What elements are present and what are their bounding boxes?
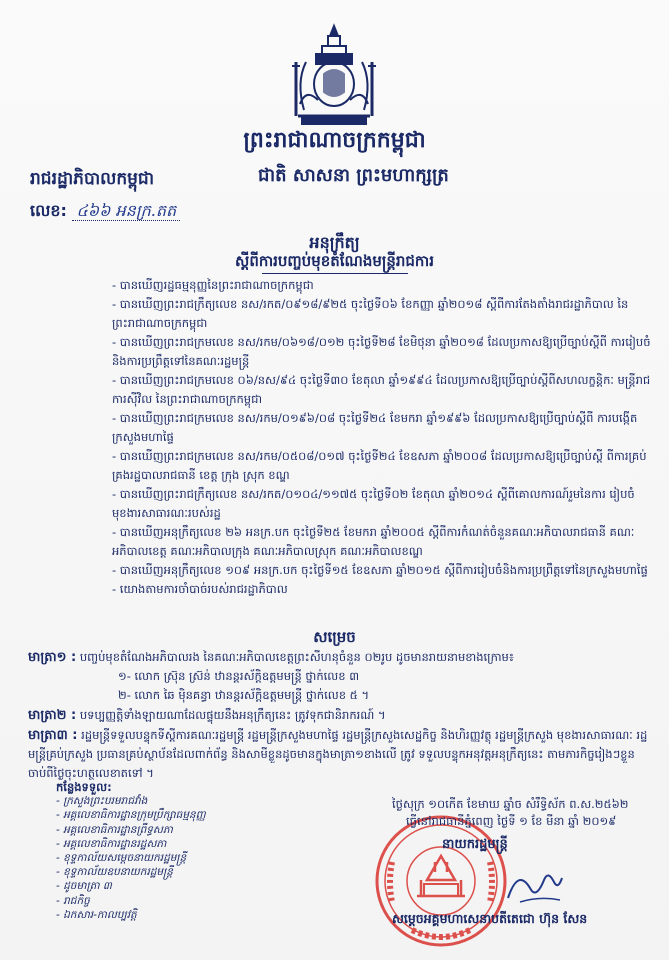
- reference-item: - បានឃើញព្រះរាជក្រមលេខ នស/រកម/០៥០៨/០១៧ ចុះថ្ងៃទី២៤ ខែឧសភា ឆ្នាំ២០០៨ ដែលប្រកាសឱ្យប្រើច្បាប់ស្តី ពីការគ្រប់គ្រងរដ្ឋបាលរាជធានី ខេត្ត ក្រុង ស្រុក ខណ្ឌ: [112, 449, 647, 482]
- person-item: ១- លោក ស្រ៊ុន ស្រ៊ន់ ឋានន្តរស័ក្តិឧត្តមមន្ត្រី ថ្នាក់លេខ ៣: [118, 669, 360, 683]
- royal-coat-of-arms-icon: [286, 22, 382, 126]
- national-motto: ជាតិ សាសនា ព្រះមហាក្សត្រ: [258, 165, 449, 186]
- article-text: រដ្ឋមន្ត្រីទទួលបន្ទុកទីស្តីការគណៈរដ្ឋមន្ត្រី រដ្ឋមន្ត្រីក្រសួងមហាផ្ទៃ រដ្ឋមន្ត្រីក្រសួងសេដ្ឋកិច្ច និងហិរញ្ញវត្ថុ រដ្ឋមន្ត្រីក្រសួង មុខងារសាធារណៈ រដ្ឋមន្ត្រីគ្រប់ក្រសួង ប្រធានគ្រប់ស្ថាប័នដែលពាក់ព័ន្ធ និងសាមីខ្លួនដូចមានក្នុងមាត្រា១ខាងលើ ត្រូវ ទទួលបន្ទុកអនុវត្តអនុក្រឹត្យនេះ តាមភារកិច្ចរៀងៗខ្លួន ចាប់ពីថ្ងៃចុះហត្ថលេខាតទៅ ។: [28, 728, 648, 780]
- government-label: រាជរដ្ឋាភិបាលកម្ពុជា: [30, 169, 155, 189]
- recipient-item: - ក្រសួងព្រះបរមរាជវាំង: [56, 795, 148, 808]
- recipient-item: - អគ្គលេខាធិការដ្ឋានព្រឹទ្ធសភា: [56, 823, 173, 836]
- document-number-label: លេខ:: [30, 201, 67, 220]
- recipients-list: [56, 780, 326, 922]
- recipient-item: - អគ្គលេខាធិការដ្ឋានក្រុមប្រឹក្សាធម្មនុញ្ញ: [56, 809, 206, 822]
- reference-item: - បានឃើញព្រះរាជក្រមលេខ នស/រកម/០៦១៨/០១២ ចុះថ្ងៃទី២៨ ខែមិថុនា ឆ្នាំ២០១៨ ដែលប្រកាសឱ្យប្រើច្បាប់ស្តីពី ការរៀបចំ និងការប្រព្រឹត្តទៅនៃគណៈរដ្ឋមន្ត្រី: [112, 335, 651, 368]
- references-list: [112, 276, 652, 599]
- reference-item: - បានឃើញព្រះរាជក្រមលេខ ០៦/នស/៩៤ ចុះថ្ងៃទី៣០ ខែតុលា ឆ្នាំ១៩៩៤ ដែលប្រកាសឱ្យប្រើច្បាប់ស្តីពីសហលក្ខន្តិកៈ មន្ត្រីរាជការស៊ីវិល នៃព្រះរាជាណាចក្រកម្ពុជា: [112, 373, 651, 406]
- article-1: [28, 648, 648, 705]
- document-type: អនុក្រឹត្យ: [309, 233, 360, 252]
- document-number-value: ៤៦៦ អនក្រ.តត: [72, 201, 180, 221]
- signatory-name: សម្តេចអគ្គមហាសេនាបតីតេជោ ហ៊ុន សែន: [392, 911, 588, 926]
- decision-heading: សម្រេច: [313, 628, 356, 646]
- article-text: បទប្បញ្ញត្តិទាំងឡាយណាដែលផ្ទុយនឹងអនុក្រឹត្យនេះ ត្រូវទុកជានិរាករណ៍ ។: [79, 708, 386, 722]
- article-label: មាត្រា១ :: [28, 650, 77, 665]
- article-label: មាត្រា២ :: [28, 708, 77, 723]
- kingdom-title: ព្រះរាជាណាចក្រកម្ពុជា: [243, 128, 426, 153]
- recipient-item: - រាជកិច្ច: [56, 894, 90, 907]
- recipient-item: - ឯកសារ-កាលប្បវត្តិ: [56, 908, 137, 921]
- article-label: មាត្រា៣ :: [28, 728, 78, 743]
- subject-underline: [262, 273, 408, 274]
- reference-item: - បានឃើញព្រះរាជក្រឹត្យលេខ នស/រកត/០៩១៨/៩២៥ ចុះថ្ងៃទី០៦ ខែកញ្ញា ឆ្នាំ២០១៨ ស្តីពីការតែងតាំងរាជរដ្ឋាភិបាល នៃព្រះរាជាណាចក្រកម្ពុជា: [112, 297, 629, 330]
- recipient-item: - អគ្គលេខាធិការដ្ឋានរដ្ឋសភា: [56, 837, 167, 850]
- recipient-item: - ដូចមាត្រា ៣: [56, 880, 112, 893]
- recipient-item: - ខុទ្ទកាល័យឧបនាយករដ្ឋមន្ត្រី: [56, 866, 173, 879]
- signatory-title: នាយករដ្ឋមន្ត្រី: [442, 837, 508, 852]
- reference-item: - បានឃើញព្រះរាជក្រមលេខ នស/រកម/០១៩៦/០៨ ចុះថ្ងៃទី២៤ ខែមករា ឆ្នាំ១៩៩៦ ដែលប្រកាសឱ្យប្រើច្បាប់ស្តីពី ការបង្កើតក្រសួងមហាផ្ទៃ: [112, 411, 638, 444]
- article-text: បញ្ចប់មុខតំណែងអភិបាលរង នៃគណៈអភិបាលខេត្តព្រះសីហនុចំនួន ០២រូប ដូចមានរាយនាមខាងក្រោម៖: [79, 650, 514, 664]
- document-number: [30, 200, 180, 224]
- date-lunar: ថ្ងៃសុក្រ ១០កើត ខែមាឃ ឆ្នាំច សំរឹទ្ធិស័ក ព.ស.២៥៦២: [392, 797, 629, 811]
- reference-item: - បានឃើញរដ្ឋធម្មនុញ្ញនៃព្រះរាជាណាចក្រកម្ពុជា: [112, 278, 314, 292]
- reference-item: - យោងតាមការចាំបាច់របស់រាជរដ្ឋាភិបាល: [112, 582, 288, 596]
- reference-item: - បានឃើញព្រះរាជក្រឹត្យលេខ នស/រកត/០១០៤/១១៧៥ ចុះថ្ងៃទី០២ ខែតុលា ឆ្នាំ២០១៤ ស្តីពីគោលការណ៍រួមនៃការ រៀបចំមុខងារសាធារណៈរបស់រដ្ឋ: [112, 487, 635, 520]
- date-solar: ធ្វើនៅរាជធានីភ្នំពេញ ថ្ងៃទី ១ ខែ មីនា ឆ្នាំ ២០១៩: [406, 814, 617, 828]
- person-item: ២- លោក ឆៃ ម៉ិនគន្ធា ឋានន្តរស័ក្តិឧត្តមមន្ត្រី ថ្នាក់លេខ ៥ ។: [118, 688, 370, 702]
- article-3: [28, 726, 648, 783]
- handwritten-signature-icon: [500, 858, 570, 908]
- reference-item: - បានឃើញអនុក្រឹត្យលេខ ១០៩ អនក្រ.បក ចុះថ្ងៃទី១៥ ខែឧសភា ឆ្នាំ២០១៥ ស្តីពីការរៀបចំនិងការប្រព្រឹត្តទៅនៃក្រសួងមហាផ្ទៃ: [112, 563, 648, 577]
- recipient-item: - ខុទ្ទកាល័យសម្តេចនាយករដ្ឋមន្ត្រី: [56, 852, 187, 865]
- document-subject: ស្តីពីការបញ្ចប់មុខតំណែងមន្ត្រីរាជការ: [235, 252, 434, 270]
- reference-item: - បានឃើញអនុក្រឹត្យលេខ ២៦ អនក្រ.បក ចុះថ្ងៃទី២៥ ខែមករា ឆ្នាំ២០០៥ ស្តីពីការកំណត់ចំនួនគណៈអភិបាលរាជធានី គណៈអភិបាលខេត្ត គណៈអភិបាលក្រុង គណៈអភិបាលស្រុក គណៈអភិបាលខណ្ឌ: [112, 525, 635, 558]
- recipients-heading: កន្លែងទទួល:: [56, 780, 112, 794]
- article-2: [28, 706, 648, 725]
